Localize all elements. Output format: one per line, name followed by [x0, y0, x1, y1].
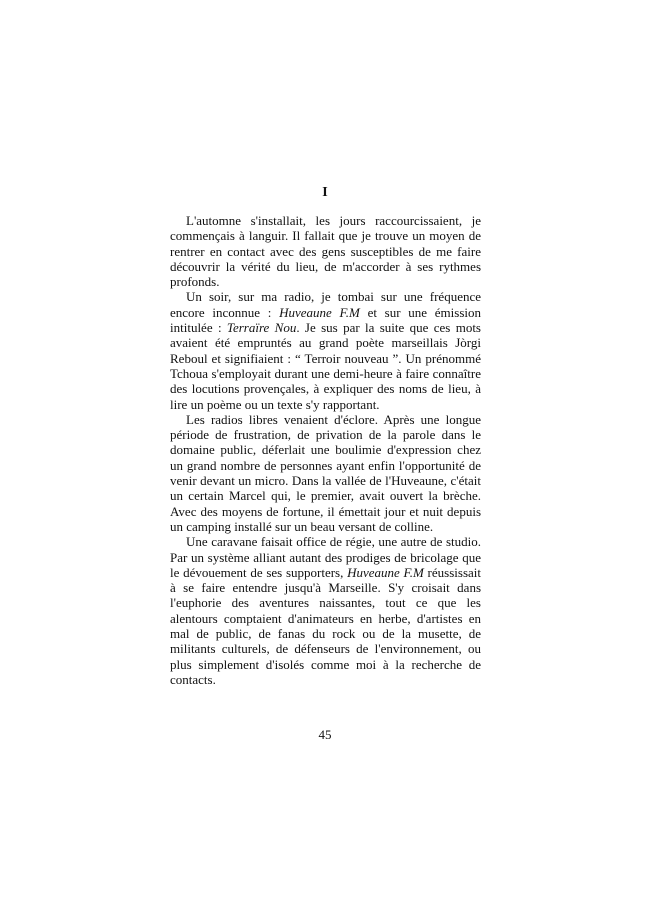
page-number: 45 [318, 727, 332, 742]
text-run: réussissait à se faire entendre jusqu'à Marseille. S'y croisait dans l'euphorie des aventures naissantes, tout ce que les alentours comptaient d'animateurs en herbe, d'artistes en mal de public, de fanas du rock ou de la musette, de militants culturels, de défenseurs de l'environnement, ou plus simplement d'isolés comme moi à la recherche de contacts. [170, 564, 482, 687]
text-run: Une caravane faisait office de régie, une autre de studio. Par un système alliant autant des prodiges de bricolage que le dévouement de ses supporters, [170, 534, 481, 580]
italic-text-run: Huveaune F.M [347, 564, 424, 580]
body-text [170, 213, 481, 687]
italic-text-run: Huveaune F.M [279, 304, 360, 320]
paragraph-1 [170, 213, 481, 289]
text-run: L'automne s'installait, les jours raccourcissaient, je commençais à languir. Il fallait que je trouve un moyen de rentrer en contact avec des gens susceptibles de me faire découvrir la vérité du lieu, de m'accorder à ses rythmes profonds. [170, 213, 481, 290]
text-run: Les radios libres venaient d'éclore. Après une longue période de frustration, de privation de la parole dans le domaine public, déferlait une boulimie d'expression chez un grand nombre de personnes ayant enfin l'opportunité de venir devant un micro. Dans la vallée de l'Huveaune, c'était un certain Marcel qui, le premier, avait ouvert la brèche. Avec des moyens de fortune, il émettait jour et nuit depuis un camping installé sur un beau versant de colline. [170, 411, 481, 534]
text-run: et sur une émission intitulée : [170, 304, 481, 336]
chapter-number: I [322, 185, 328, 200]
paragraph-4 [170, 534, 481, 687]
italic-text-run: Terraïre Nou [226, 320, 297, 336]
paragraph-3 [170, 412, 481, 534]
paragraph-2 [170, 289, 481, 411]
text-run: . Je sus par la suite que ces mots avaient été empruntés au grand poète marseillais Jòrgi Reboul et signifiaient : “ Terroir nouveau ”. Un prénommé Tchoua s'employait durant une demi-heure à faire connaître des locutions provençales, à expliquer des noms de lieu, à lire un poème ou un texte s'y rapportant. [170, 320, 481, 412]
text-run: Un soir, sur ma radio, je tombai sur une fréquence encore inconnue : [170, 289, 481, 320]
